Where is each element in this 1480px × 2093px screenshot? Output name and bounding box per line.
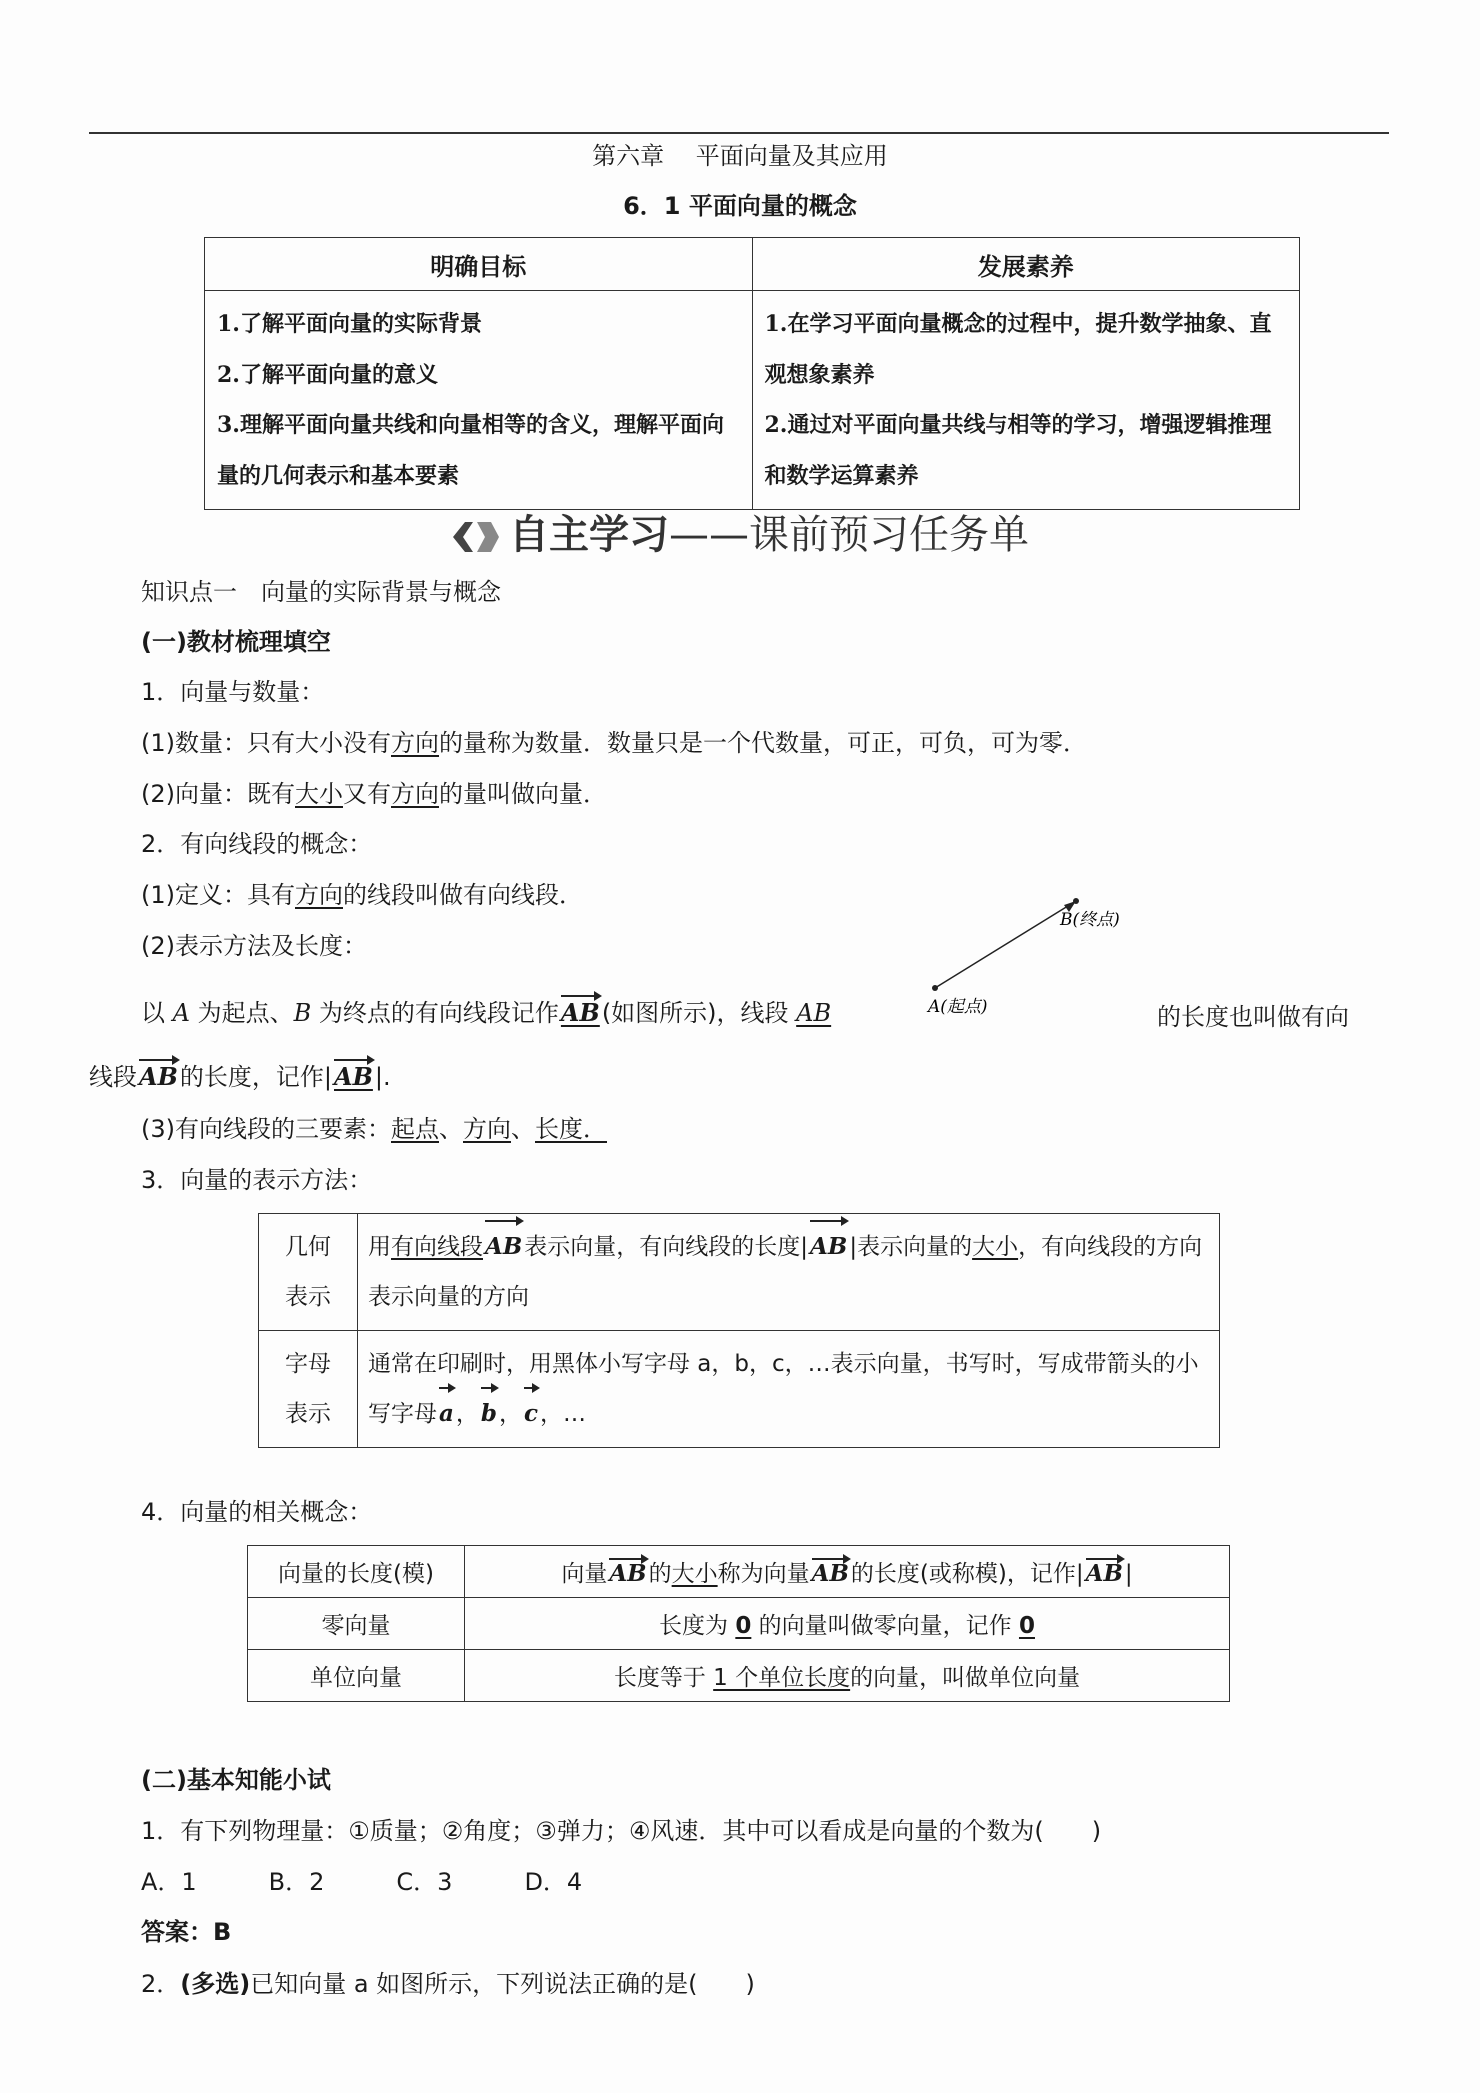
text-segment: 有向线段 — [391, 1234, 483, 1260]
text-segment: 、 — [511, 1115, 535, 1143]
label-b: B(终点) — [1060, 910, 1120, 930]
section-title: 6．1 平面向量的概念 — [623, 192, 857, 220]
text-line — [141, 1968, 755, 2000]
text-segment: | — [1124, 1561, 1133, 1587]
representation-table — [258, 1213, 1220, 1448]
text-segment: ， — [455, 1401, 479, 1427]
text-segment: 的量叫做向量． — [439, 780, 607, 808]
vector-notation: c — [522, 1389, 540, 1439]
text-segment: 知识点一 向量的实际背景与概念 — [141, 578, 501, 606]
text-segment: 0 — [1018, 1613, 1035, 1639]
text-segment: (1)定义：具有 — [141, 881, 295, 909]
text-segment: (二)基本知能小试 — [141, 1766, 331, 1794]
row-content — [465, 1598, 1230, 1650]
text-segment: 方向 — [391, 729, 439, 757]
text-segment: AB — [796, 999, 832, 1027]
table-row — [248, 1546, 1230, 1598]
text-line — [89, 1061, 391, 1093]
chapter-title: 第六章 平面向量及其应用 — [592, 142, 888, 170]
literacy-item: 1.在学习平面向量概念的过程中，提升数学抽象、直观想象素养 — [764, 311, 1272, 388]
text-segment: ，… — [540, 1401, 587, 1427]
text-segment: |表示向量的 — [849, 1234, 973, 1260]
text-line — [141, 1866, 582, 1898]
text-line — [141, 1164, 372, 1196]
text-line — [141, 1916, 231, 1948]
text-line — [141, 828, 372, 860]
text-line — [141, 997, 831, 1029]
table-row — [248, 1598, 1230, 1650]
label-a: A(起点) — [928, 997, 988, 1017]
text-segment: 答案：B — [141, 1918, 232, 1946]
text-segment: 大小 — [972, 1234, 1019, 1260]
vector-notation: AB — [811, 1560, 849, 1587]
literacy-item: 2.通过对平面向量共线与相等的学习，增强逻辑推理和数学运算素养 — [764, 412, 1272, 489]
row-label: 零向量 — [248, 1598, 465, 1650]
text-segment: 方向 — [391, 780, 439, 808]
text-segment: 以 — [141, 999, 173, 1027]
text-segment: 又有 — [343, 780, 391, 808]
row-label: 单位向量 — [248, 1650, 465, 1702]
vector-notation: AB — [1085, 1560, 1123, 1587]
text-segment: 0 — [735, 1613, 752, 1639]
vector-figure — [900, 880, 1160, 1020]
text-segment: 的线段叫做有向线段． — [343, 881, 583, 909]
text-line — [141, 1815, 1101, 1847]
text-line — [141, 727, 1087, 759]
text-segment: (2)表示方法及长度： — [141, 932, 367, 960]
header-rule — [89, 132, 1389, 134]
text-line — [141, 676, 324, 708]
goals-head: 明确目标 — [205, 238, 753, 291]
concepts-table — [247, 1545, 1230, 1702]
text-segment: (2)向量：既有 — [141, 780, 295, 808]
text-segment: |. — [374, 1063, 391, 1091]
vector-notation: b — [479, 1389, 499, 1439]
text-segment: 的长度(或称模)，记作| — [850, 1561, 1084, 1587]
goal-item: 2.了解平面向量的意义 — [217, 361, 438, 388]
text-segment: ， — [499, 1401, 522, 1427]
text-segment: (如图所示)，线段 — [601, 999, 797, 1027]
vector-notation: AB — [139, 1062, 178, 1091]
row-content — [358, 1331, 1220, 1448]
text-segment: 的向量叫做零向量，记作 — [751, 1613, 1019, 1639]
text-segment: A — [172, 999, 190, 1027]
text-segment: 方向 — [463, 1115, 511, 1143]
point-a — [932, 985, 938, 991]
text-segment: 的量称为数量．数量只是一个代数量，可正，可负，可为零． — [439, 729, 1087, 757]
banner-subtitle: ——课前预习任务单 — [669, 512, 1029, 558]
text-segment: ，有向线段的方向表示向量的方向 — [368, 1234, 1203, 1310]
text-segment: 已知向量 a 如图所示，下列说法正确的是( ) — [250, 1970, 755, 1998]
text-line — [141, 626, 331, 658]
goal-item: 1.了解平面向量的实际背景 — [217, 311, 482, 337]
row-label: 字母表示 — [259, 1331, 358, 1448]
text-segment: 的向量，叫做单位向量 — [850, 1665, 1081, 1691]
text-segment: 2． — [141, 1970, 181, 1998]
text-segment: 表示向量，有向线段的长度| — [524, 1234, 809, 1260]
line-tail: 的长度也叫做有向 — [1157, 1003, 1349, 1031]
text-line — [141, 576, 501, 608]
text-segment: A．1 B．2 C．3 D．4 — [141, 1868, 583, 1896]
text-line — [141, 930, 367, 962]
banner-logo-icon — [451, 518, 501, 556]
text-segment: 的长度，记作| — [179, 1063, 332, 1091]
vector-notation: AB — [483, 1222, 524, 1272]
text-line — [141, 1113, 607, 1145]
text-segment: 大小 — [295, 780, 343, 808]
text-segment: 为起点、 — [189, 999, 294, 1027]
text-segment: 长度为 — [659, 1613, 736, 1639]
vector-notation: AB — [334, 1062, 373, 1091]
text-line — [141, 778, 607, 810]
text-line — [141, 1496, 372, 1528]
text-segment: 线段 — [89, 1063, 137, 1091]
row-content — [358, 1214, 1220, 1331]
banner-title: 自主学习 — [509, 512, 669, 558]
text-line — [141, 879, 583, 911]
text-segment: 1 个单位长度 — [713, 1665, 851, 1691]
text-segment: 2．有向线段的概念： — [141, 830, 373, 858]
text-segment: 、 — [439, 1115, 463, 1143]
text-segment: 大小 — [671, 1561, 718, 1587]
text-segment: 长度等于 — [613, 1665, 714, 1691]
text-line — [141, 1764, 331, 1796]
section-banner — [0, 503, 1480, 560]
text-segment: 为终点的有向线段记作 — [311, 999, 559, 1027]
text-segment: (多选) — [180, 1970, 251, 1998]
text-segment: 1．有下列物理量：①质量；②角度；③弹力；④风速．其中可以看成是向量的个数为( ) — [141, 1817, 1102, 1845]
row-content — [465, 1546, 1230, 1598]
text-segment: (3)有向线段的三要素： — [141, 1115, 391, 1143]
literacy-head: 发展素养 — [752, 238, 1300, 291]
text-segment: 通常在印刷时，用黑体小写字母 a，b，c，…表示向量，书写时，写成带箭头的小写字母 — [368, 1351, 1199, 1427]
text-segment: 起点 — [391, 1115, 439, 1143]
text-segment: 的 — [648, 1561, 672, 1587]
text-segment: 长度． — [535, 1115, 607, 1143]
table-row — [259, 1214, 1220, 1331]
vector-notation: AB — [560, 998, 600, 1027]
text-segment: 1．向量与数量： — [141, 678, 325, 706]
vector-notation: AB — [609, 1560, 647, 1587]
text-segment: (一)教材梳理填空 — [141, 628, 331, 656]
table-row — [248, 1650, 1230, 1702]
text-segment: 3．向量的表示方法： — [141, 1166, 373, 1194]
text-segment: 4．向量的相关概念： — [141, 1498, 373, 1526]
goal-item: 3.理解平面向量共线和向量相等的含义，理解平面向量的几何表示和基本要素 — [217, 412, 724, 489]
text-segment: 方向 — [295, 881, 343, 909]
text-segment: B — [293, 999, 312, 1027]
row-content — [465, 1650, 1230, 1702]
goals-table — [204, 237, 1300, 510]
text-segment: 向量 — [561, 1561, 608, 1587]
text-segment: 用 — [368, 1234, 391, 1260]
row-label: 几何表示 — [259, 1214, 358, 1331]
vector-notation: AB — [808, 1222, 849, 1272]
text-segment: (1)数量：只有大小没有 — [141, 729, 391, 757]
row-label: 向量的长度(模) — [248, 1546, 465, 1598]
vector-ab-line — [935, 901, 1076, 988]
vector-notation: a — [437, 1389, 456, 1439]
table-row — [259, 1331, 1220, 1448]
text-segment: 称为向量 — [717, 1561, 810, 1587]
